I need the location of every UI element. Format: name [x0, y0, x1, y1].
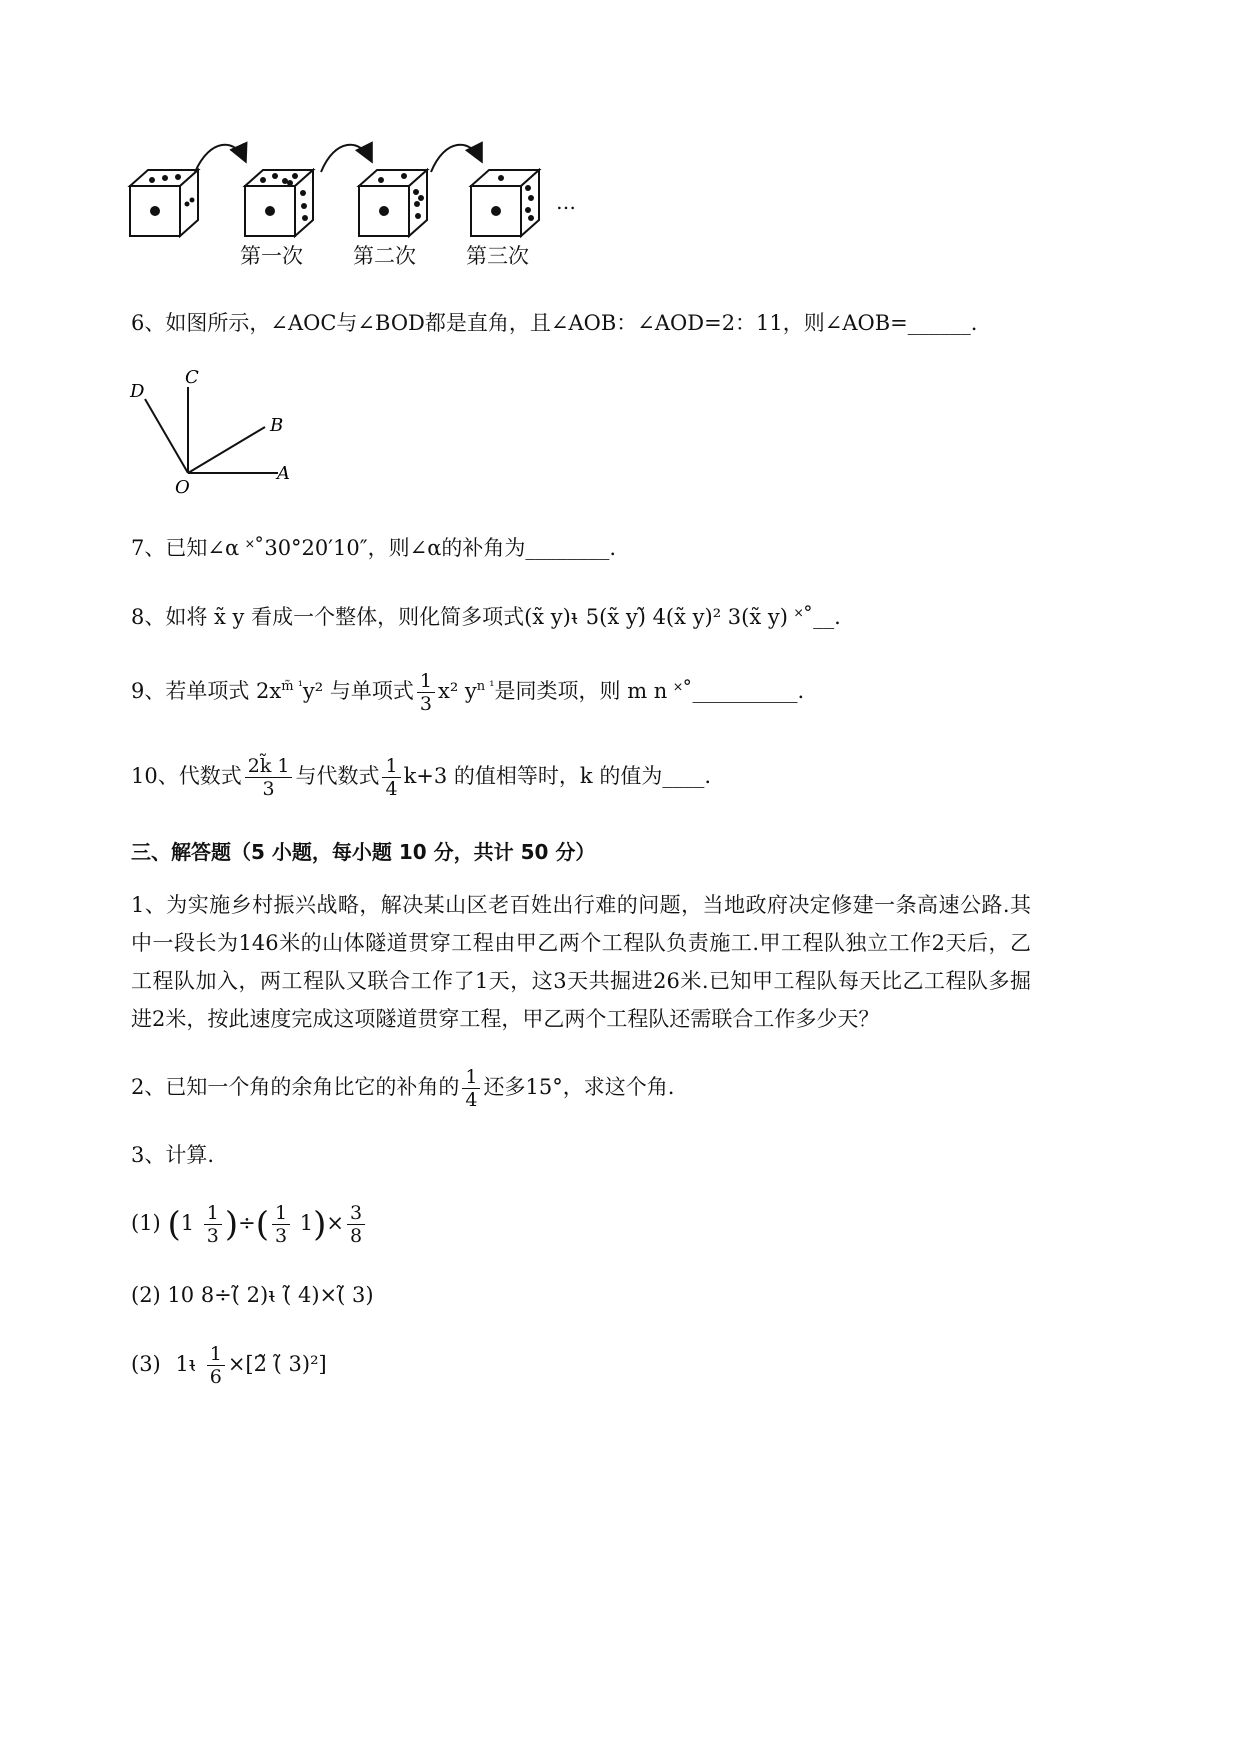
- q9-frac-num: 1: [417, 670, 435, 693]
- dice-label-3: 第三次: [466, 244, 529, 268]
- q9-mid1: y² 与单项式: [302, 679, 414, 703]
- p1-f2-den: 3: [275, 1225, 288, 1247]
- p1-f1-den: 3: [206, 1225, 219, 1247]
- arrow-2: [321, 145, 371, 172]
- p1-a: 1: [180, 1211, 195, 1235]
- q10-suffix: k+3 的值相等时，k 的值为____.: [403, 764, 711, 788]
- p1-frac-3: [347, 1202, 365, 1247]
- question-10: [131, 755, 711, 800]
- calc-part-1: (1) (1 $\frac{1}{3}$ )÷( $\frac{1}{3}$ 1)× $\frac{3}{8}$: [131, 1202, 368, 1247]
- dice-ellipsis: …: [556, 190, 576, 214]
- question-8: 8、如将 x̃ y 看成一个整体，则化简多项式(x̃ y)ᵼ 5(x̃ y)̃ 4(x̃ y)² 3(x̃ y) ˟˚__.: [131, 605, 841, 629]
- p1-f2-num: 1: [272, 1202, 290, 1225]
- q9-prefix: 9、若单项式 2x: [131, 679, 282, 703]
- p1-b: 1: [299, 1211, 314, 1235]
- a2-suffix: 还多15°，求这个角.: [483, 1075, 675, 1099]
- a2-frac-den: 4: [465, 1089, 478, 1111]
- q10-fraction-1: [245, 755, 293, 800]
- p3-rest: ×[2̃ (̃ 3)²]: [227, 1352, 327, 1376]
- answer-question-3-title: 3、计算.: [131, 1143, 215, 1167]
- question-9: [131, 670, 804, 715]
- q9-exp1: m̃ ¹: [281, 679, 303, 694]
- angle-figure: [125, 365, 305, 500]
- q10-frac2-num: 1: [382, 755, 400, 778]
- p3-f-den: 6: [209, 1366, 222, 1388]
- q10-frac1-den: 3: [262, 778, 275, 800]
- a2-prefix: 2、已知一个角的余角比它的补角的: [131, 1075, 460, 1099]
- q9-mid2: x² y: [437, 679, 477, 703]
- label-B: B: [270, 415, 284, 436]
- a2-fraction: [462, 1066, 480, 1111]
- p1-frac-1: [204, 1202, 222, 1247]
- label-C: C: [185, 367, 199, 388]
- q10-prefix: 10、代数式: [131, 764, 242, 788]
- calc-part-3: [131, 1343, 327, 1388]
- label-O: O: [175, 477, 190, 498]
- label-D: D: [130, 381, 145, 402]
- q9-suffix: 是同类项，则 m n ˟˚__________.: [494, 679, 805, 703]
- answer-question-1: 1、为实施乡村振兴战略，解决某山区老百姓出行难的问题，当地政府决定修建一条高速公路.其中一段长为146米的山体隧道贯穿工程由甲乙两个工程队负责施工.甲工程队独立工作2天后，乙工程队加入，两工程队又联合工作了1天，这3天共掘进26米.已知甲工程队每天比乙工程队多掘进2米，按此速度完成这项隧道贯穿工程，甲乙两个工程队还需联合工作多少天？: [131, 893, 1031, 1031]
- q10-fraction-2: [382, 755, 400, 800]
- p3-label: (3): [131, 1352, 161, 1376]
- die-4: [471, 170, 539, 236]
- die-1: [130, 170, 198, 236]
- q10-frac2-den: 4: [385, 778, 398, 800]
- die-3: [359, 170, 427, 236]
- q9-exp2: n ¹: [476, 679, 495, 694]
- calc-part-2: (2) 10 8÷(̃ 2)ᵼ (̃ 4)×(̃ 3): [131, 1283, 374, 1307]
- arrow-3: [431, 145, 481, 172]
- a2-frac-num: 1: [462, 1066, 480, 1089]
- question-6: 6、如图所示，∠AOC与∠BOD都是直角，且∠AOB：∠AOD=2：11，则∠AOB=______.: [131, 311, 978, 335]
- p1-op1: ÷: [238, 1211, 256, 1235]
- dice-label-2: 第二次: [353, 244, 416, 268]
- section-3-title: 三、解答题（5 小题，每小题 10 分，共计 50 分）: [131, 840, 596, 864]
- arrow-1: [195, 145, 245, 172]
- q10-frac1-num: 2k̃ 1: [245, 755, 293, 778]
- q10-mid: 与代数式: [295, 764, 380, 788]
- p3-frac: [207, 1343, 225, 1388]
- p1-f3-den: 8: [350, 1225, 363, 1247]
- dice-label-1: 第一次: [240, 244, 303, 268]
- p1-f1-num: 1: [204, 1202, 222, 1225]
- question-7: 7、已知∠α ˟˚30°20′10″，则∠α的补角为________.: [131, 536, 617, 560]
- p1-frac-2: [272, 1202, 290, 1247]
- label-A: A: [277, 463, 290, 484]
- q9-fraction: [417, 670, 435, 715]
- answer-question-2: [131, 1066, 674, 1111]
- p1-f3-num: 3: [347, 1202, 365, 1225]
- q9-frac-den: 3: [419, 693, 432, 715]
- p3-f-num: 1: [207, 1343, 225, 1366]
- p1-op2: ×: [326, 1211, 345, 1235]
- die-2: [245, 170, 313, 236]
- p1-label: (1): [131, 1211, 161, 1235]
- p3-a: 1ᵼ: [175, 1352, 198, 1376]
